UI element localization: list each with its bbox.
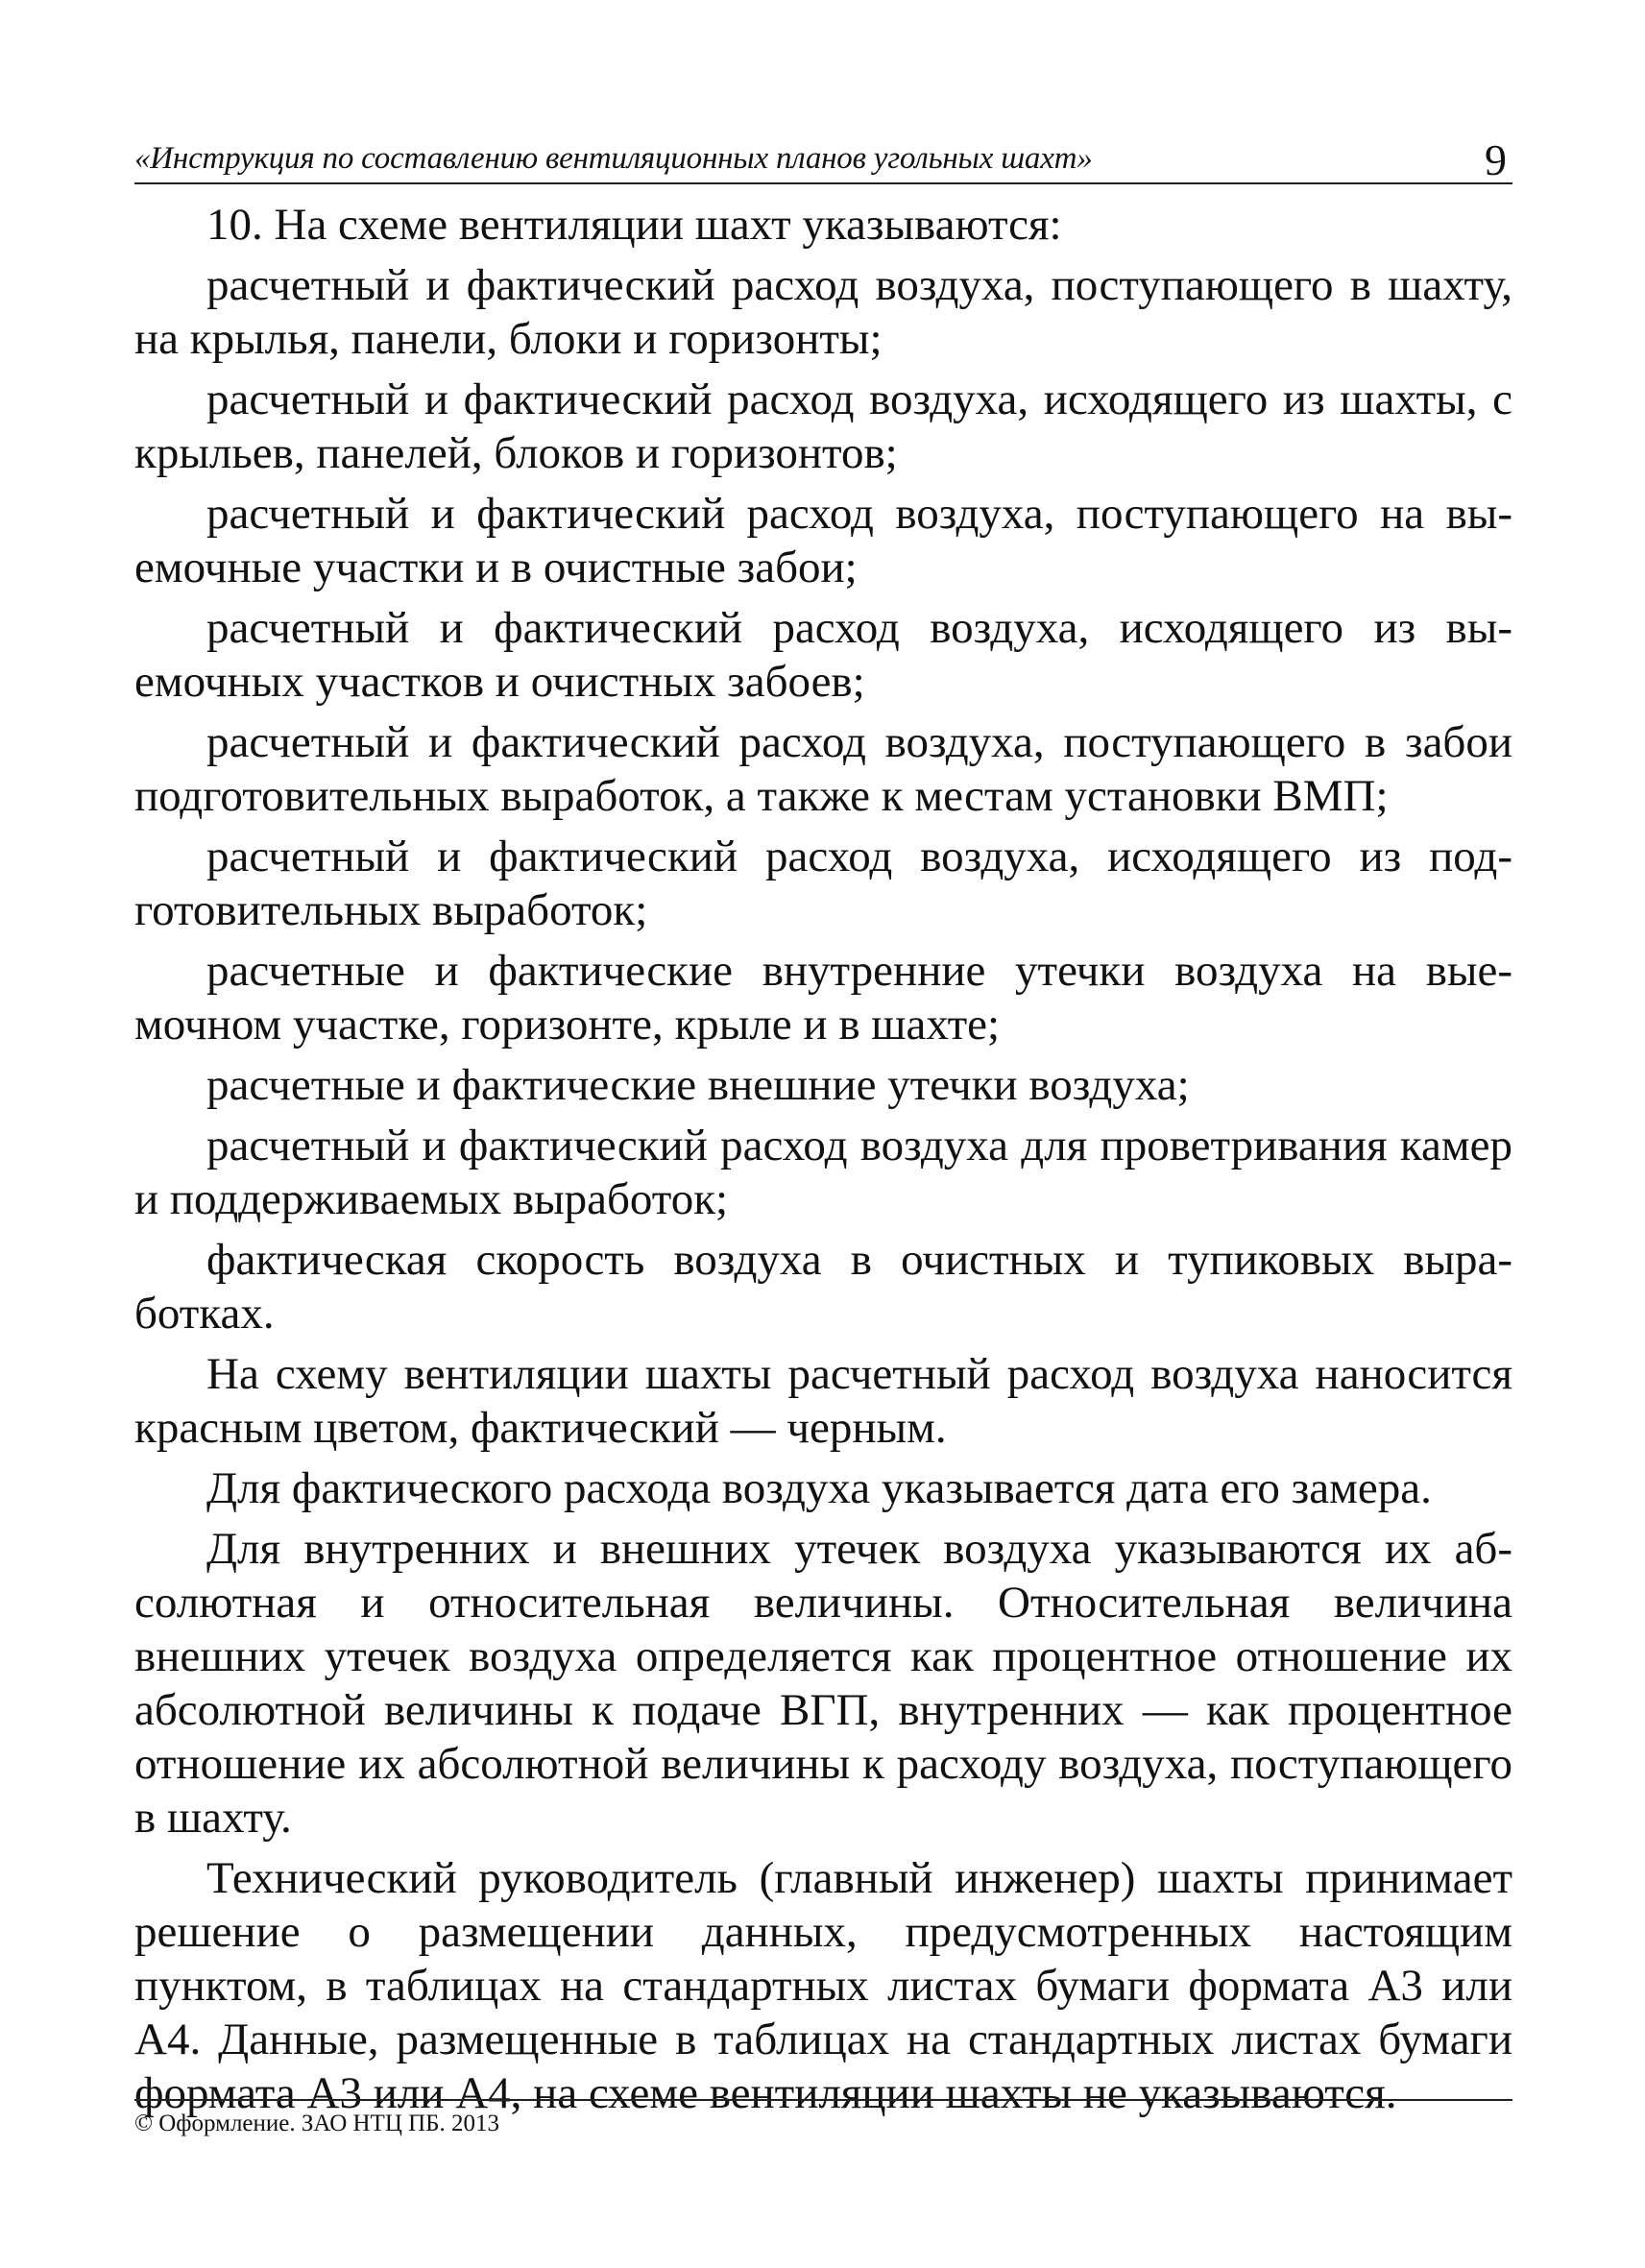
footer-copyright: © Оформление. ЗАО НТЦ ПБ. 2013 <box>134 2111 500 2136</box>
paragraph: расчетный и фактический расход воздуха, исходящего из выемочных участков и очистных забоев; <box>134 603 1512 707</box>
running-header <box>134 134 1512 184</box>
paragraph: расчетный и фактический расход воздуха, исходящего из подготовительных выработок; <box>134 832 1512 935</box>
paragraph: расчетный и фактический расход воздуха, поступающего в забои подготовительных выработок, а также к местам установки ВМП; <box>134 717 1512 821</box>
paragraph: расчетный и фактический расход воздуха, поступающего на выемочные участки и в очистные забои; <box>134 489 1512 592</box>
paragraph: На схему вентиляции шахты расчетный расход воздуха наносится красным цветом, фактический — черным. <box>134 1349 1512 1453</box>
paragraph: Технический руководитель (главный инженер) шахты принимает решение о размещении данных, предусмотренных настоящим пунктом, в таблицах на стандартных листах бумаги формата А3 или А4. Данные, размещенные в таблицах на стандартных листах бумаги формата А3 или А4, на схеме вентиляции шахты не указываются. <box>134 1853 1512 2118</box>
paragraph: расчетный и фактический расход воздуха, исходящего из шахты, с крыльев, панелей, блоков и горизонтов; <box>134 374 1512 478</box>
footer-rule <box>134 2099 1512 2101</box>
paragraph: расчетный и фактический расход воздуха, поступающего в шахту, на крылья, панели, блоки и горизонты; <box>134 260 1512 364</box>
body-text <box>134 198 1512 2120</box>
paragraph: Для фактического расхода воздуха указывается дата его замера. <box>206 1463 1432 1513</box>
paragraph: расчетные и фактические внутренние утечки воздуха на выемочном участке, горизонте, крыле и в шахте; <box>134 946 1512 1050</box>
header-title: «Инструкция по составлению вентиляционных планов угольных шахт» <box>134 141 1093 176</box>
paragraph: расчетные и фактические внешние утечки воздуха; <box>206 1060 1190 1110</box>
paragraph: фактическая скорость воздуха в очистных и тупиковых выработках. <box>134 1235 1512 1339</box>
page-number: 9 <box>1485 135 1507 184</box>
paragraph: Для внутренних и внешних утечек воздуха указываются их абсолютная и относительная величины. Относительная величина внешних утечек воздуха определяется как процентное отношение их абсолютной величины к подаче ВГП, внутренних — как процентное отношение их абсолютной величины к расходу воздуха, поступающего в шахту. <box>134 1524 1512 1843</box>
document-page <box>134 134 1512 2127</box>
paragraph: 10. На схеме вентиляции шахт указываются: <box>206 200 1062 250</box>
paragraph: расчетный и фактический расход воздуха для проветривания камер и поддерживаемых выработок; <box>134 1121 1512 1224</box>
